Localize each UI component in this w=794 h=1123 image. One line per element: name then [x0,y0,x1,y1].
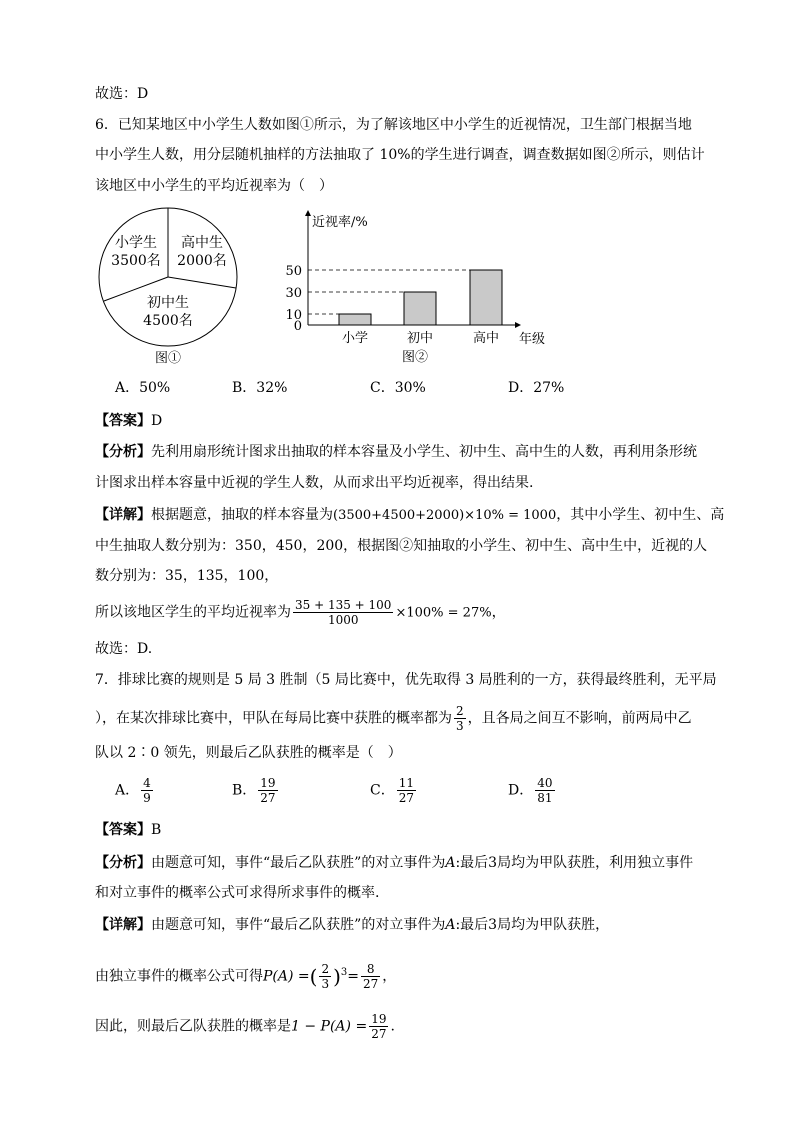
fraction [535,776,554,805]
fraction-numerator: 40 [537,776,553,790]
y-axis-label: 近视率/% [312,215,368,230]
pie-label-s2a: 高中生 [181,235,223,251]
pie-caption: 图① [154,351,182,366]
fraction: $\frac{2}{3}$ [321,962,330,991]
q6-select: 故选：D. [95,641,153,657]
bar-高中 [470,270,502,325]
q7-text-1: 7．排球比赛的规则是 5 局 3 胜制（5 局比赛中，优先取得 3 局胜利的一方，获得最终胜利，无平局 [95,672,717,688]
q7-option-d[interactable] [508,776,557,805]
q7-option-c[interactable] [370,776,418,805]
q6-text-3: 该地区中小学生的平均近视率为（ ） [95,178,333,194]
bar-chart-caption: 图② [401,350,429,365]
y-tick-label: 30 [285,286,302,301]
q7-option-a[interactable] [115,776,155,805]
q7-answer: 【答案】B [95,822,162,838]
fraction: $\frac{35 + 135 + 100}{1000}$ [295,598,392,627]
q7-text-2: ），在某次排球比赛中，甲队在每局比赛中获胜的概率都为 $\frac{2}{3}$ ，且各局之间互不影响，前两局中乙 [95,704,692,733]
y-tick-label: 0 [293,319,302,334]
y-tick-label: 50 [285,264,302,279]
fraction-denominator: 81 [537,791,553,805]
pie-label-s1b: 3500名 [111,253,161,269]
pie-chart [88,205,248,375]
y-tick-label: 10 [285,308,302,323]
fraction: $\frac{2}{3}$ [456,704,464,733]
q7-analysis-2: 和对立事件的概率公式可求得所求事件的概率. [95,885,380,901]
x-tick-label: 初中 [406,331,434,346]
option-label: C． [370,782,395,799]
fraction [397,776,416,805]
q7-analysis-1: 【分析】由题意可知，事件“最后乙队获胜”的对立事件为A:最后3局均为甲队获胜，利用独立事件 [95,855,694,871]
q6-answer: 【答案】D [95,413,163,429]
fraction-denominator: 27 [260,791,276,805]
q6-option-b[interactable]: B．32% [232,380,288,396]
bar-初中 [404,292,436,325]
q6-option-d[interactable]: D．27% [508,380,565,396]
q6-analysis-2: 计图求出样本容量中近视的学生人数，从而求出平均近视率，得出结果. [95,475,534,491]
q6-detail-2: 中生抽取人数分别为：350，450，200，根据图②知抽取的小学生、初中生、高中生中，近视的人 [95,538,708,554]
line-answer-prev: 故选：D [95,86,149,102]
fraction-numerator: 19 [260,776,276,790]
q6-text-1: 6．已知某地区中小学生人数如图①所示，为了解该地区中小学生的近视情况，卫生部门根据当地 [95,117,692,133]
fraction-numerator: 11 [398,776,414,790]
bar-chart [280,208,570,373]
y-axis-arrow [305,210,311,216]
q6-text-2: 中小学生人数，用分层随机抽样的方法抽取了 10%的学生进行调查，调查数据如图②所示，则估计 [95,147,705,163]
q7-text-3: 队以 2∶0 领先，则最后乙队获胜的概率是（ ） [95,745,402,761]
q7-detail-2: 由独立事件的概率公式可得P(A) =( $\frac{2}{3}$ )$^3$= $\frac{8}{27}$ ， [95,962,397,991]
q7-detail-1: 【详解】由题意可知，事件“最后乙队获胜”的对立事件为A:最后3局均为甲队获胜， [95,917,610,933]
q6-option-a[interactable]: A．50% [115,380,171,396]
x-axis-arrow [515,322,521,328]
fraction-denominator: 27 [398,791,414,805]
q6-analysis-1: 【分析】先利用扇形统计图求出抽取的样本容量及小学生、初中生、高中生的人数，再利用条形统 [95,444,697,460]
option-label: A． [115,782,140,799]
fraction-denominator: 9 [143,791,151,805]
fraction [258,776,277,805]
fraction: $\frac{8}{27}$ [363,962,379,991]
pie-label-s2b: 2000名 [177,253,227,269]
q6-detail-4: 所以该地区学生的平均近视率为 $\frac{35 + 135 + 100}{1000}$ ×100% = 27%， [95,598,506,627]
fraction: $\frac{19}{27}$ [371,1012,387,1041]
q6-option-c[interactable]: C．30% [370,380,426,396]
x-axis-label: 年级 [519,332,546,347]
q7-option-b[interactable] [232,776,280,805]
x-tick-label: 高中 [472,331,500,346]
x-tick-label: 小学 [341,331,369,346]
option-label: D． [508,782,534,799]
pie-label-s1a: 小学生 [115,235,157,251]
fraction-numerator: 4 [143,776,151,790]
bar-小学 [339,314,371,325]
option-label: B． [232,782,257,799]
q6-detail-3: 数分别为：35，135，100， [95,568,279,584]
pie-label-s3b: 4500名 [143,313,193,329]
pie-label-s3a: 初中生 [147,295,189,311]
q7-detail-3: 因此，则最后乙队获胜的概率是1 − P(A) = $\frac{19}{27}$ . [95,1012,395,1041]
q6-detail-1: 【详解】根据题意，抽取的样本容量为(3500+4500+2000)×10% = 1000，其中小学生、初中生、高 [95,507,725,523]
fraction [141,776,153,805]
